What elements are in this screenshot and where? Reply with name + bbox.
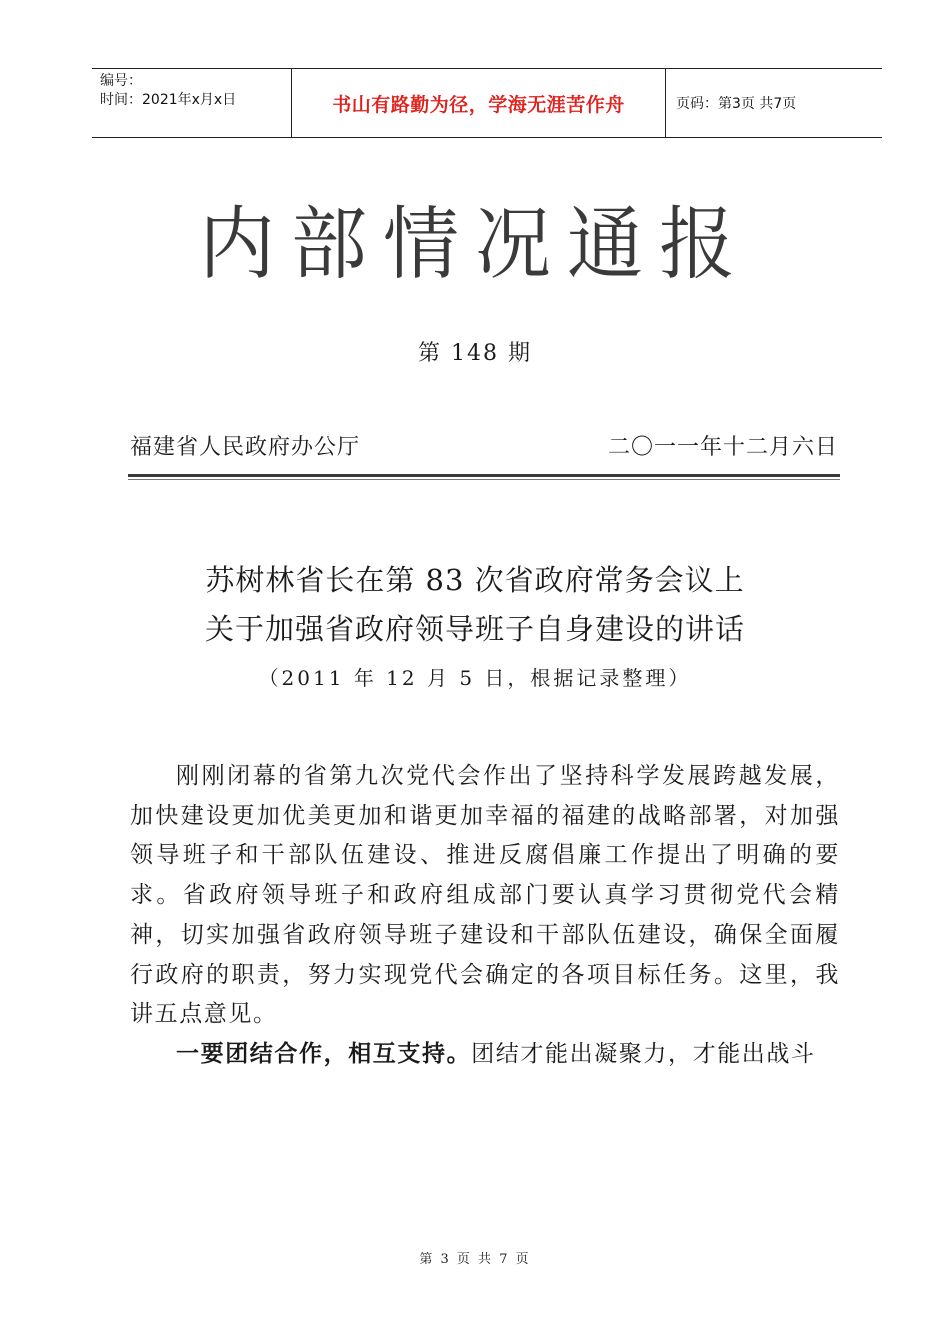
- paragraph-2-lead: 一要团结合作，相互支持。: [176, 1040, 472, 1067]
- divider-rule: [128, 474, 840, 477]
- article-title-line2: 关于加强省政府领导班子自身建设的讲话: [204, 612, 745, 646]
- header-motto: 书山有路勤为径，学海无涯苦作舟: [292, 69, 666, 137]
- page-footer: 第 3 页 共 7 页: [419, 1252, 531, 1267]
- article-subtitle: （2011 年 12 月 5 日，根据记录整理）: [258, 666, 692, 690]
- time-label: 时间：2021年x月x日: [100, 92, 237, 108]
- header-table: [92, 68, 882, 138]
- header-page-label: 页码：第3页 共7页: [676, 96, 797, 112]
- paragraph-2: [130, 1035, 840, 1075]
- issuer: 福建省人民政府办公厅: [130, 435, 361, 460]
- issue-date: 二〇一一年十二月六日: [607, 435, 838, 460]
- issue-number: 第 148 期: [418, 341, 532, 366]
- article-body: [130, 757, 840, 1075]
- number-label: 编号：: [100, 73, 142, 89]
- article-title-line1: 苏树林省长在第 83 次省政府常务会议上: [205, 563, 745, 597]
- header-meta: [92, 69, 292, 137]
- document-title: 内部情况通报: [199, 196, 751, 291]
- divider-rule-thin: [128, 479, 840, 480]
- paragraph-2-text: 团结才能出凝聚力，才能出战斗: [471, 1040, 816, 1067]
- paragraph-1: 刚刚闭幕的省第九次党代会作出了坚持科学发展跨越发展，加快建设更加优美更加和谐更加幸福的福建的战略部署，对加强领导班子和干部队伍建设、推进反腐倡廉工作提出了明确的要求。省政府领导班子和政府组成部门要认真学习贯彻党代会精神，切实加强省政府领导班子建设和干部队伍建设，确保全面履行政府的职责，努力实现党代会确定的各项目标任务。这里，我讲五点意见。: [130, 763, 840, 1028]
